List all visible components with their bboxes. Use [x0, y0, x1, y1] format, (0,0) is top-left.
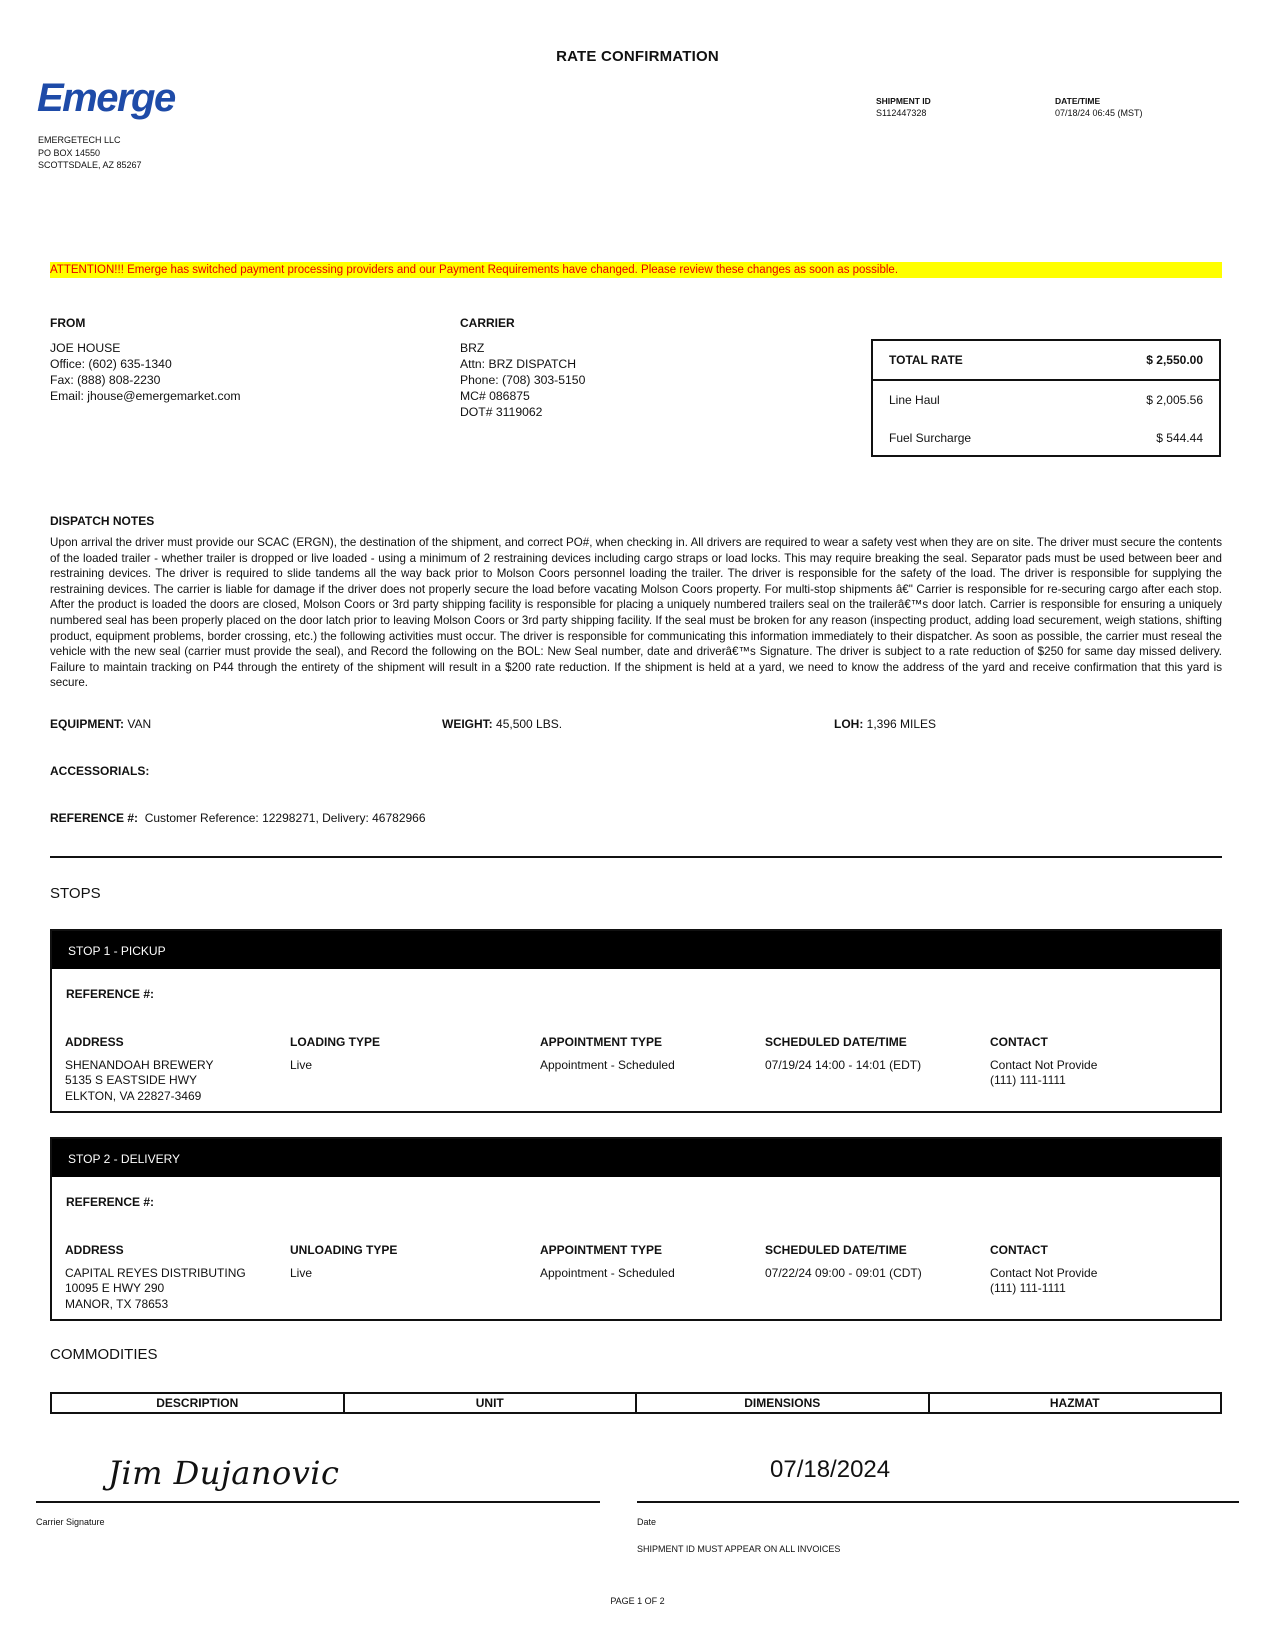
from-name: JOE HOUSE [50, 341, 121, 355]
carrier-label: CARRIER [460, 316, 515, 330]
accessorials-label: ACCESSORIALS: [50, 764, 150, 778]
accessorials-field [50, 764, 149, 778]
stop-1-contact-phone: (111) 111-1111 [990, 1073, 1066, 1088]
stop-1-address-line1: 5135 S EASTSIDE HWY [65, 1073, 198, 1088]
commodities-col-description: DESCRIPTION [51, 1393, 344, 1413]
stop-2-card [50, 1137, 1222, 1321]
stop-1-contact-label: CONTACT [990, 1035, 1048, 1049]
stop-1-loading-type-value: Live [290, 1057, 313, 1072]
line-haul-row [873, 381, 1219, 419]
stop-1-card [50, 929, 1222, 1113]
carrier-mc: MC# 086875 [460, 389, 530, 403]
fuel-surcharge-value: $ 544.44 [1156, 431, 1203, 445]
stop-1-appointment-type-value: Appointment - Scheduled [540, 1057, 675, 1072]
carrier-signature-line [36, 1501, 600, 1503]
weight-field [442, 717, 562, 731]
rate-box [871, 339, 1221, 457]
stop-2-address-name: CAPITAL REYES DISTRIBUTING [65, 1265, 246, 1280]
stop-2-unloading-type-label: UNLOADING TYPE [290, 1243, 398, 1257]
from-label: FROM [50, 316, 86, 330]
from-office: Office: (602) 635-1340 [50, 357, 172, 371]
equipment-label: EQUIPMENT: [50, 717, 125, 731]
attention-banner: ATTENTION!!! Emerge has switched payment processing providers and our Payment Requirements have changed. Please review these changes as soon as possible. [50, 262, 1222, 278]
reference-label: REFERENCE #: [50, 811, 139, 825]
datetime-value: 07/18/24 06:45 (MST) [1055, 108, 1143, 118]
from-email: Email: jhouse@emergemarket.com [50, 389, 241, 403]
stop-2-appointment-type [540, 1243, 675, 1281]
stop-1-header: STOP 1 - PICKUP [52, 931, 1220, 969]
from-section [50, 316, 241, 404]
commodities-col-dimensions: DIMENSIONS [636, 1393, 929, 1413]
stop-1-loading-type-label: LOADING TYPE [290, 1035, 381, 1049]
stop-2-reference-label: REFERENCE #: [66, 1195, 155, 1209]
carrier-dot: DOT# 3119062 [460, 405, 543, 419]
commodities-col-unit: UNIT [344, 1393, 637, 1413]
stop-1-contact-name: Contact Not Provide [990, 1057, 1098, 1072]
stop-2-address-line2: MANOR, TX 78653 [65, 1296, 169, 1311]
from-fax: Fax: (888) 808-2230 [50, 373, 161, 387]
company-address-line2: SCOTTSDALE, AZ 85267 [38, 160, 142, 170]
total-rate-row [873, 341, 1219, 381]
loh-label: LOH: [834, 717, 864, 731]
commodities-header-row [51, 1393, 1221, 1413]
shipment-id-label: SHIPMENT ID [876, 96, 931, 106]
company-name: EMERGETECH LLC [38, 135, 121, 145]
emerge-logo: Emerge [37, 76, 175, 120]
total-rate-label: TOTAL RATE [889, 353, 963, 367]
signature-date-value: 07/18/2024 [770, 1456, 891, 1483]
dispatch-notes-label: DISPATCH NOTES [50, 514, 155, 528]
section-divider [50, 856, 1222, 858]
total-rate-value: $ 2,550.00 [1146, 353, 1203, 367]
weight-label: WEIGHT: [442, 717, 493, 731]
stop-2-contact-name: Contact Not Provide [990, 1265, 1098, 1280]
stop-1-appointment-type [540, 1035, 675, 1073]
stop-2-unloading-type-value: Live [290, 1265, 313, 1280]
stop-1-address-label: ADDRESS [65, 1035, 124, 1049]
carrier-signature: Jim Dujanovic [108, 1454, 340, 1492]
commodities-title: COMMODITIES [50, 1346, 158, 1363]
stop-1-appointment-type-label: APPOINTMENT TYPE [540, 1035, 663, 1049]
datetime-block [1055, 96, 1143, 118]
stop-2-contact-phone: (111) 111-1111 [990, 1281, 1066, 1296]
equipment-value: VAN [127, 717, 152, 731]
stop-1-address [65, 1035, 213, 1104]
stop-1-scheduled-label: SCHEDULED DATE/TIME [765, 1035, 907, 1049]
company-address [38, 134, 142, 172]
stop-1-contact [990, 1035, 1097, 1089]
shipment-id-block [876, 96, 931, 118]
loh-value: 1,396 MILES [866, 717, 937, 731]
invoice-note: SHIPMENT ID MUST APPEAR ON ALL INVOICES [637, 1544, 841, 1554]
stop-2-scheduled-value: 07/22/24 09:00 - 09:01 (CDT) [765, 1265, 922, 1280]
stop-2-unloading-type [290, 1243, 397, 1281]
loh-field [834, 717, 936, 731]
company-address-line1: PO BOX 14550 [38, 147, 101, 158]
shipment-id-value: S112447328 [876, 108, 927, 118]
commodities-table [50, 1392, 1222, 1414]
carrier-section [460, 316, 585, 420]
stop-2-header: STOP 2 - DELIVERY [52, 1139, 1220, 1177]
stop-2-address-line1: 10095 E HWY 290 [65, 1281, 165, 1296]
stop-1-scheduled [765, 1035, 921, 1073]
reference-value: Customer Reference: 12298271, Delivery: 46782966 [144, 811, 426, 825]
date-line [637, 1501, 1239, 1503]
stop-2-contact [990, 1243, 1097, 1297]
line-haul-label: Line Haul [889, 393, 940, 407]
datetime-label: DATE/TIME [1055, 96, 1101, 106]
stop-1-address-line2: ELKTON, VA 22827-3469 [65, 1088, 202, 1103]
carrier-name: BRZ [460, 341, 485, 355]
date-label: Date [637, 1517, 657, 1527]
equipment-field [50, 717, 151, 731]
stop-2-scheduled [765, 1243, 922, 1281]
stop-1-reference-label: REFERENCE #: [66, 987, 155, 1001]
stop-2-address [65, 1243, 246, 1312]
stop-2-contact-label: CONTACT [990, 1243, 1048, 1257]
stop-1-scheduled-value: 07/19/24 14:00 - 14:01 (EDT) [765, 1057, 922, 1072]
stops-title: STOPS [50, 885, 101, 902]
carrier-attn: Attn: BRZ DISPATCH [460, 357, 577, 371]
stop-2-appointment-type-label: APPOINTMENT TYPE [540, 1243, 663, 1257]
carrier-signature-label: Carrier Signature [36, 1517, 105, 1527]
carrier-phone: Phone: (708) 303-5150 [460, 373, 586, 387]
line-haul-value: $ 2,005.56 [1146, 393, 1203, 407]
dispatch-notes-text: Upon arrival the driver must provide our SCAC (ERGN), the destination of the shipment, and correct PO#, when checking in. All drivers are required to wear a safety vest when they are on site. The driver must secure the contents of the loaded trailer - whether trailer is dropped or live loaded - using a minimum of 2 restraining devices including cargo straps or load locks. This may require breaking the seal. Separator pads must be used between beer and restraining devices. The driver is required to slide tandems all the way back prior to Molson Coors personnel loading the trailer. The driver is responsible for the safety of the load. The driver is responsible for supplying the restraining devices. The carrier is liable for damage if the driver does not properly secure the load before vacating Molson Coors property. For multi-stop shipments â€" Carrier is responsible for re-securing cargo after each stop. After the product is loaded the doors are closed, Molson Coors or 3rd party shipping facility is responsible for placing a uniquely numbered trailers seal on the trailerâ€™s door latch. Carrier is responsible for ensuring a uniquely numbered seal has been properly placed on the door latch prior to leaving Molson Coors or 3rd party shipping facility. If the seal must be broken for any reason (inspecting product, adding load securement, weigh stations, shifting product, equipment problems, border crossing, etc.) the following activities must occur. The driver is responsible for communicating this information immediately to their dispatcher. As soon as possible, the carrier must reseal the vehicle with the new seal (carrier must provide the seal), and Record the following on the BOL: New Seal number, date and driverâ€™s Signature. The driver is subject to a rate reduction of $250 for same day missed delivery. Failure to maintain tracking on P44 through the entirety of the shipment will result in a $200 rate reduction. If the shipment is held at a yard, we need to know the address of the yard and receive confirmation that this yard is secure. [50, 536, 1222, 690]
fuel-surcharge-row [873, 419, 1219, 457]
page-number: PAGE 1 OF 2 [610, 1596, 665, 1606]
document-title: RATE CONFIRMATION [556, 48, 719, 65]
commodities-col-hazmat: HAZMAT [929, 1393, 1222, 1413]
reference-field [50, 811, 426, 825]
stop-1-loading-type [290, 1035, 380, 1073]
stop-1-address-name: SHENANDOAH BREWERY [65, 1057, 214, 1072]
weight-value: 45,500 LBS. [496, 717, 563, 731]
stop-2-scheduled-label: SCHEDULED DATE/TIME [765, 1243, 907, 1257]
fuel-surcharge-label: Fuel Surcharge [889, 431, 972, 445]
stop-2-address-label: ADDRESS [65, 1243, 124, 1257]
stop-2-appointment-type-value: Appointment - Scheduled [540, 1265, 675, 1280]
